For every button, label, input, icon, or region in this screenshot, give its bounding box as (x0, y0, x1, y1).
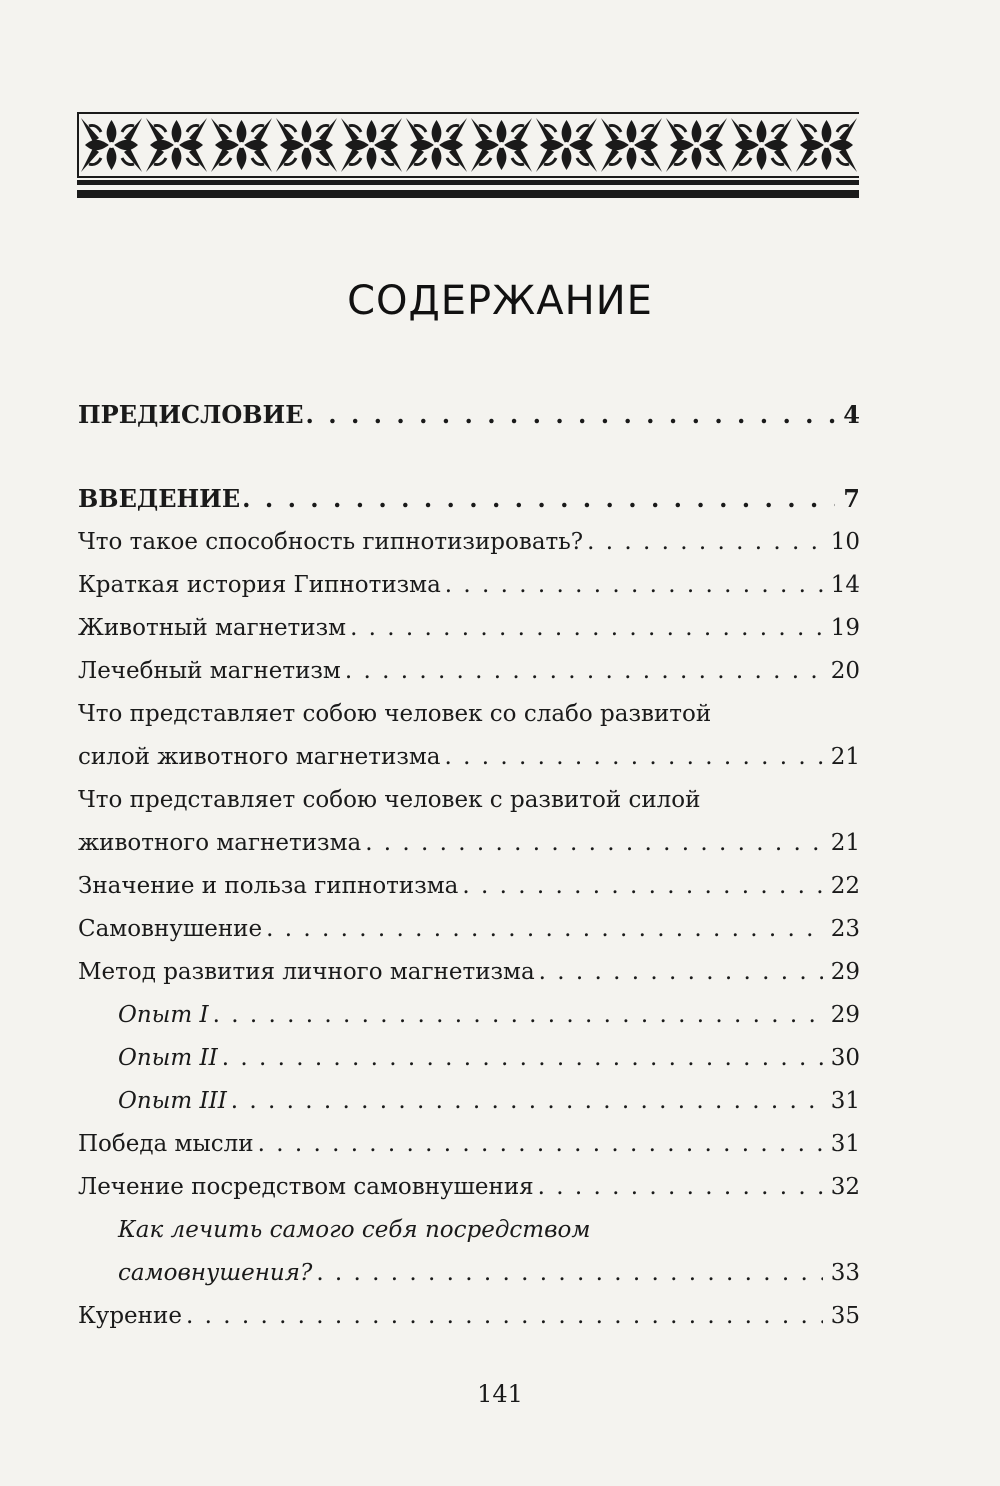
toc-entry (78, 656, 860, 686)
toc-entry-label: Что такое способность гипнотизировать? (78, 529, 584, 555)
toc-entry-label: силой животного магнетизма (78, 744, 441, 770)
toc-entry-label: Победа мысли (78, 1131, 254, 1157)
toc-leader-dots (186, 1301, 823, 1331)
toc-entry (78, 871, 860, 901)
toc-entry-label: Самовнушение (78, 916, 263, 942)
toc-entry (78, 527, 860, 557)
toc-entry-label: Опыт III (118, 1088, 227, 1114)
toc-entry-page: 31 (830, 1088, 860, 1114)
toc-leader-dots (445, 570, 823, 600)
toc-entry-label: Курение (78, 1303, 182, 1329)
toc-entry (78, 1301, 860, 1331)
toc-entry (78, 957, 860, 987)
toc-entry-page: 4 (843, 400, 860, 429)
toc-entry-page: 29 (830, 1002, 860, 1028)
toc-entry-page: 33 (830, 1260, 860, 1286)
toc-entry-page: 30 (830, 1045, 860, 1071)
toc-leader-dots (365, 828, 823, 858)
table-of-contents (78, 390, 860, 1331)
toc-leader-dots (316, 1258, 822, 1288)
toc-leader-dots (587, 527, 823, 557)
toc-entry-label: самовнушения? (118, 1260, 313, 1286)
toc-entry (78, 613, 860, 643)
toc-subentry (78, 1258, 860, 1288)
toc-entry-label: Животный магнетизм (78, 615, 347, 641)
toc-leader-dots (242, 484, 835, 514)
toc-entry-page: 20 (830, 658, 860, 684)
toc-leader-dots (345, 656, 823, 686)
toc-entry-first-line: Что представляет собою человек с развитой силой (78, 787, 701, 813)
toc-leader-dots (462, 871, 822, 901)
toc-entry-page: 22 (830, 873, 860, 899)
toc-entry-page: 23 (830, 916, 860, 942)
toc-leader-dots (258, 1129, 823, 1159)
toc-entry-preface (78, 400, 860, 430)
toc-subentry (78, 1000, 860, 1030)
toc-entry-label: Лечебный магнетизм (78, 658, 341, 684)
toc-entry-page: 35 (830, 1303, 860, 1329)
toc-leader-dots (222, 1043, 823, 1073)
toc-entry (78, 570, 860, 600)
decorative-border-icon (77, 112, 859, 202)
toc-entry-page: 29 (830, 959, 860, 985)
toc-entry-label: Метод развития личного магнетизма (78, 959, 535, 985)
toc-entry (78, 742, 860, 772)
toc-leader-dots (538, 1172, 823, 1202)
toc-entry-page: 19 (830, 615, 860, 641)
toc-entry-label: животного магнетизма (78, 830, 362, 856)
toc-leader-dots (539, 957, 823, 987)
toc-entry-label: Лечение посредством самовнушения (78, 1174, 534, 1200)
toc-entry (78, 1172, 860, 1202)
toc-entry-label: ПРЕДИСЛОВИЕ (78, 400, 304, 429)
toc-leader-dots (306, 400, 836, 430)
toc-entry-label: Краткая история Гипнотизма (78, 572, 441, 598)
toc-entry-page: 7 (843, 484, 860, 513)
toc-entry-page: 21 (830, 744, 860, 770)
page-title: СОДЕРЖАНИЕ (347, 278, 653, 324)
toc-subentry (78, 1043, 860, 1073)
toc-entry (78, 828, 860, 858)
toc-leader-dots (213, 1000, 823, 1030)
page-number: 141 (477, 1380, 523, 1408)
toc-entry (78, 914, 860, 944)
toc-subentry (78, 1086, 860, 1116)
toc-entry-page: 21 (830, 830, 860, 856)
toc-entry-page: 31 (830, 1131, 860, 1157)
toc-entry-first-line: Что представляет собою человек со слабо развитой (78, 701, 712, 727)
toc-entry-page: 14 (830, 572, 860, 598)
toc-entry (78, 1129, 860, 1159)
toc-entry-label: ВВЕДЕНИЕ (78, 484, 241, 513)
toc-entry-label: Опыт II (118, 1045, 218, 1071)
toc-leader-dots (231, 1086, 823, 1116)
toc-entry-page: 10 (830, 529, 860, 555)
toc-entry-label: Опыт I (118, 1002, 209, 1028)
toc-subentry-first-line: Как лечить самого себя посредством (118, 1217, 591, 1243)
toc-entry-introduction (78, 484, 860, 514)
toc-entry-label: Значение и польза гипнотизма (78, 873, 459, 899)
toc-leader-dots (350, 613, 823, 643)
toc-leader-dots (266, 914, 823, 944)
toc-leader-dots (445, 742, 823, 772)
toc-entry-page: 32 (830, 1174, 860, 1200)
